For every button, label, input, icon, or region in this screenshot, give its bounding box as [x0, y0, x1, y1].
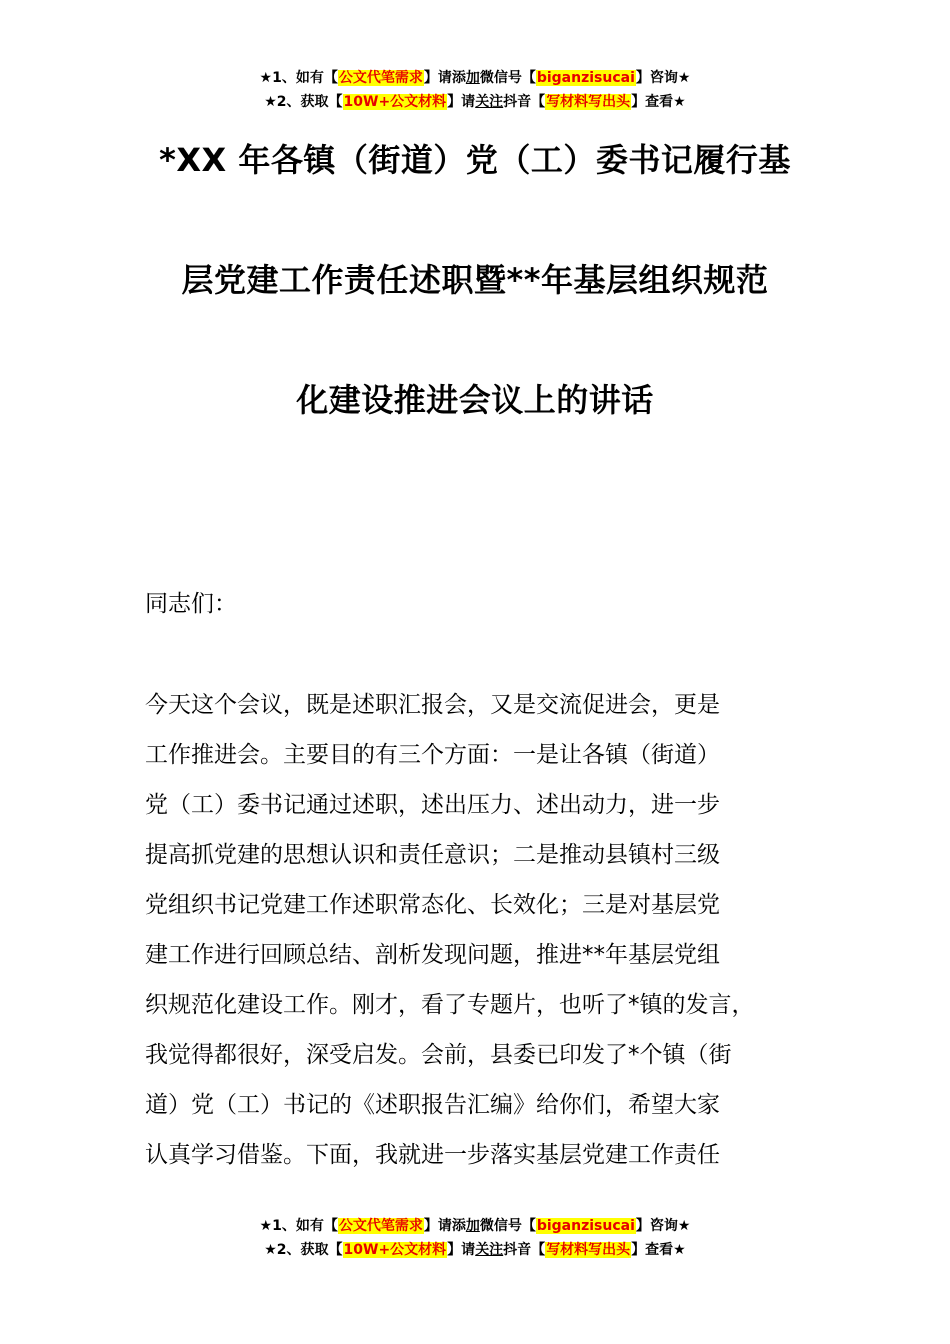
banner-text: 】查看★ [631, 1242, 686, 1258]
body-line: 党组织书记党建工作述职常态化、长效化；三是对基层党 [145, 892, 720, 918]
banner-text: ★2、获取【 [264, 94, 343, 110]
banner-text: 】请 [447, 94, 476, 110]
document-title [0, 140, 950, 500]
banner-douyin-account: 写材料写出头 [546, 1242, 631, 1258]
body-line: 工作推进会。主要目的有三个方面：一是让各镇（街道） [145, 742, 720, 768]
bottom-banner [0, 1214, 950, 1262]
banner-douyin-account: 写材料写出头 [546, 94, 631, 110]
banner-line-2 [0, 1238, 950, 1262]
title-line: 化建设推进会议上的讲话 [296, 381, 654, 419]
banner-text: 】请 [447, 1242, 476, 1258]
title-line: 层党建工作责任述职暨**年基层组织规范 [181, 261, 769, 299]
body-line: 道）党（工）书记的《述职报告汇编》给你们，希望大家 [145, 1092, 720, 1118]
body-line: 建工作进行回顾总结、剖析发现问题，推进**年基层党组 [145, 942, 720, 968]
body-line: 提高抓党建的思想认识和责任意识；二是推动县镇村三级 [145, 842, 720, 868]
body-line: 我觉得都很好，深受启发。会前，县委已印发了*个镇（街 [145, 1042, 732, 1068]
greeting: 同志们： [145, 591, 237, 617]
banner-text: 】请添 [423, 70, 466, 86]
banner-highlight: 10W+公文材料 [343, 1242, 447, 1258]
banner-text: 】咨询★ [635, 70, 691, 86]
banner-text: 微信号【 [479, 70, 536, 86]
banner-text: 】咨询★ [635, 1218, 691, 1234]
banner-text: 抖音【 [503, 94, 546, 110]
banner-wechat-id: biganzisucai [536, 1218, 635, 1234]
banner-highlight: 10W+公文材料 [343, 94, 447, 110]
banner-text: 抖音【 [503, 1242, 546, 1258]
body-paragraph [145, 680, 845, 1180]
body-line: 认真学习借鉴。下面，我就进一步落实基层党建工作责任 [145, 1142, 720, 1168]
banner-text: 】查看★ [631, 94, 686, 110]
banner-line-1 [0, 1214, 950, 1238]
title-line: *XX 年各镇（街道）党（工）委书记履行基 [159, 141, 791, 179]
banner-line-2 [0, 90, 950, 114]
top-banner [0, 66, 950, 114]
banner-text: ★2、获取【 [264, 1242, 343, 1258]
banner-underlined-text: 关注 [475, 1242, 504, 1258]
banner-text: 】请添 [423, 1218, 466, 1234]
banner-text: 微信号【 [479, 1218, 536, 1234]
banner-highlight: 公文代笔需求 [338, 1218, 423, 1234]
banner-underlined-text: 加 [465, 70, 480, 86]
banner-underlined-text: 关注 [475, 94, 504, 110]
body-line: 织规范化建设工作。刚才，看了专题片，也听了*镇的发言， [145, 992, 755, 1018]
body-line: 今天这个会议，既是述职汇报会，又是交流促进会，更是 [145, 692, 720, 718]
body-line: 党（工）委书记通过述职，述出压力、述出动力，进一步 [145, 792, 720, 818]
banner-wechat-id: biganzisucai [536, 70, 635, 86]
banner-text: ★1、如有【 [259, 1218, 338, 1234]
banner-highlight: 公文代笔需求 [338, 70, 423, 86]
banner-line-1 [0, 66, 950, 90]
banner-text: ★1、如有【 [259, 70, 338, 86]
banner-underlined-text: 加 [465, 1218, 480, 1234]
